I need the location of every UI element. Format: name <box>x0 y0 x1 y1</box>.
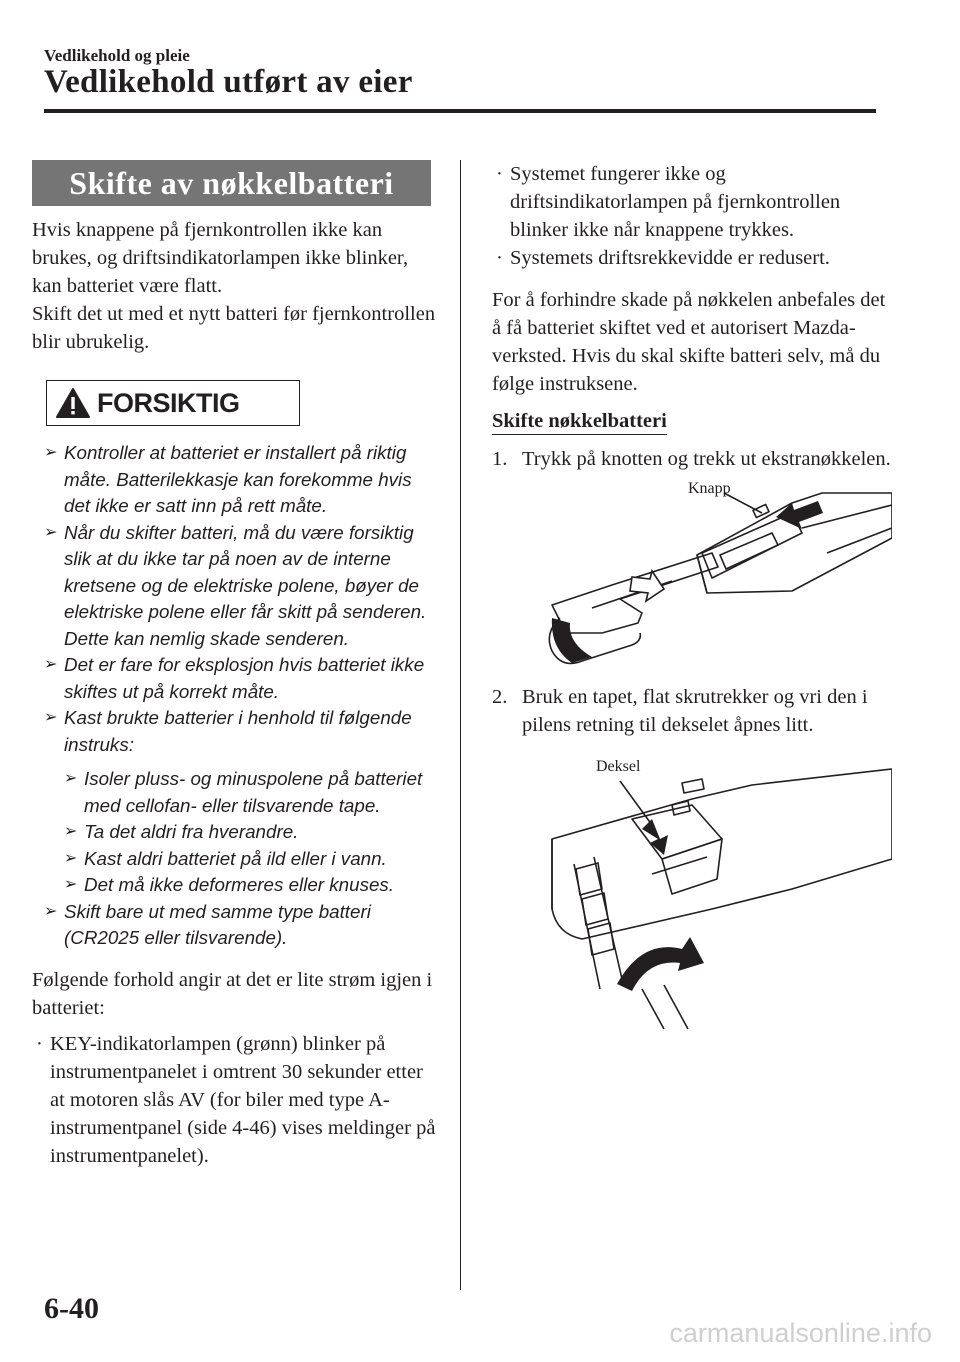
column-divider <box>460 160 461 1290</box>
step-item <box>492 445 892 473</box>
intro-paragraph-2: Skift det ut med et nytt batteri før fjernkontrollen blir ubrukelig. <box>32 303 436 353</box>
left-column <box>32 160 442 1170</box>
arrow-bullet-icon: ➢ <box>44 709 58 726</box>
bullet-dot-icon: · <box>496 163 503 185</box>
caution-item-text: Skift bare ut med samme type batteri (CR2025 eller tilsvarende). <box>64 900 371 948</box>
caution-item <box>44 899 442 952</box>
low-power-intro: Følgende forhold angir at det er lite strøm igjen i batteriet: <box>32 968 433 1019</box>
symptom-list <box>492 160 892 272</box>
key-removal-illustration <box>492 473 892 683</box>
step-number: 2. <box>492 686 508 708</box>
arrow-bullet-icon: ➢ <box>44 444 58 461</box>
figure-cover-opening <box>492 739 892 1029</box>
caution-subitem-text: Kast aldri batteriet på ild eller i vann. <box>84 847 387 869</box>
page-number: 6-40 <box>44 1292 99 1325</box>
list-item-text: Systemets driftsrekkevidde er redusert. <box>510 247 830 269</box>
list-item <box>492 244 892 272</box>
caution-item <box>44 652 442 705</box>
cover-opening-illustration <box>492 739 892 1029</box>
subheading: Skifte nøkkelbatteri <box>492 408 667 435</box>
header-section-label: Vedlikehold og pleie <box>44 46 190 65</box>
caution-subitem-text: Det må ikke deformeres eller knuses. <box>84 874 395 895</box>
list-item-text: KEY-indikatorlampen (grønn) blinker på instrumentpanelet i omtrent 30 sekunder etter at motoren slås AV (for biler med type A-instrumentpanel (side 4-46) vises meldinger på instrumentpanelet). <box>50 1032 436 1167</box>
caution-item-text: Kontroller at batteriet er installert på riktig måte. Batterilekkasje kan forekomme hvis det ikke er satt inn på rett måte. <box>64 442 412 516</box>
caution-subitem <box>64 819 442 846</box>
bullet-dot-icon: · <box>36 1032 43 1055</box>
figure-key-removal <box>492 473 892 683</box>
bullet-dot-icon: · <box>496 247 503 269</box>
step-number: 1. <box>492 448 508 470</box>
header-rule <box>44 109 876 113</box>
caution-item-text: Kast brukte batterier i henhold til følgende instruks: <box>64 707 412 755</box>
arrow-bullet-icon: ➢ <box>44 656 58 673</box>
step-text: Trykk på knotten og trekk ut ekstranøkkelen. <box>522 448 891 470</box>
caution-item <box>44 440 442 520</box>
arrow-bullet-icon: ➢ <box>44 902 58 920</box>
caution-item-text: Det er fare for eksplosjon hvis batteriet ikke skiftes ut på korrekt måte. <box>64 654 425 702</box>
caution-subitem <box>64 846 442 873</box>
list-item-text: Systemet fungerer ikke og driftsindikatorlampen på fjernkontrollen blinker ikke når knappene trykkes. <box>510 163 841 241</box>
caution-item <box>44 705 442 758</box>
caution-subgroup <box>64 766 442 899</box>
caution-subitem <box>64 766 442 819</box>
caution-item-text: Når du skifter batteri, må du være forsiktig slik at du ikke tar på noen av de interne kretsene og de elektriske polene, bøyer de elektriske polene eller får skitt på senderen. Dette kan nemlig skade senderen. <box>64 521 427 649</box>
caution-box <box>46 380 300 426</box>
step-item <box>492 683 892 739</box>
arrow-bullet-icon: ➢ <box>64 823 78 840</box>
arrow-bullet-icon: ➢ <box>64 849 78 867</box>
section-banner: Skifte av nøkkelbatteri <box>32 160 431 206</box>
caution-label: FORSIKTIG <box>97 388 240 418</box>
caution-subitem-text: Isoler pluss- og minuspolene på batteriet med cellofan- eller tilsvarende tape. <box>84 768 423 816</box>
low-power-list <box>32 1030 442 1170</box>
warning-icon <box>55 387 91 419</box>
caution-subitem <box>64 872 442 899</box>
caution-subitem-text: Ta det aldri fra hverandre. <box>84 821 299 842</box>
list-item <box>32 1030 442 1170</box>
caution-item <box>44 520 442 653</box>
arrow-bullet-icon: ➢ <box>64 770 78 787</box>
caution-list <box>44 440 442 952</box>
figure-callout-label: Deksel <box>596 758 641 775</box>
arrow-bullet-icon: ➢ <box>44 523 58 541</box>
list-item <box>492 160 892 244</box>
figure-callout-label: Knapp <box>688 480 731 497</box>
watermark: carmanualsonline.info <box>669 1318 932 1348</box>
intro-paragraph-1: Hvis knappene på fjernkontrollen ikke kan brukes, og driftsindikatorlampen ikke blinker, kan batteriet være flatt. <box>32 219 409 297</box>
advice-paragraph: For å forhindre skade på nøkkelen anbefales det å få batteriet skiftet ved et autorisert Mazda-verksted. Hvis du skal skifte batteri selv, må du følge instruksene. <box>492 289 886 395</box>
step-text: Bruk en tapet, flat skrutrekker og vri den i pilens retning til dekselet åpnes litt. <box>522 686 868 736</box>
page-title: Vedlikehold utført av eier <box>44 64 413 100</box>
right-column <box>492 160 892 1029</box>
arrow-bullet-icon: ➢ <box>64 876 78 893</box>
